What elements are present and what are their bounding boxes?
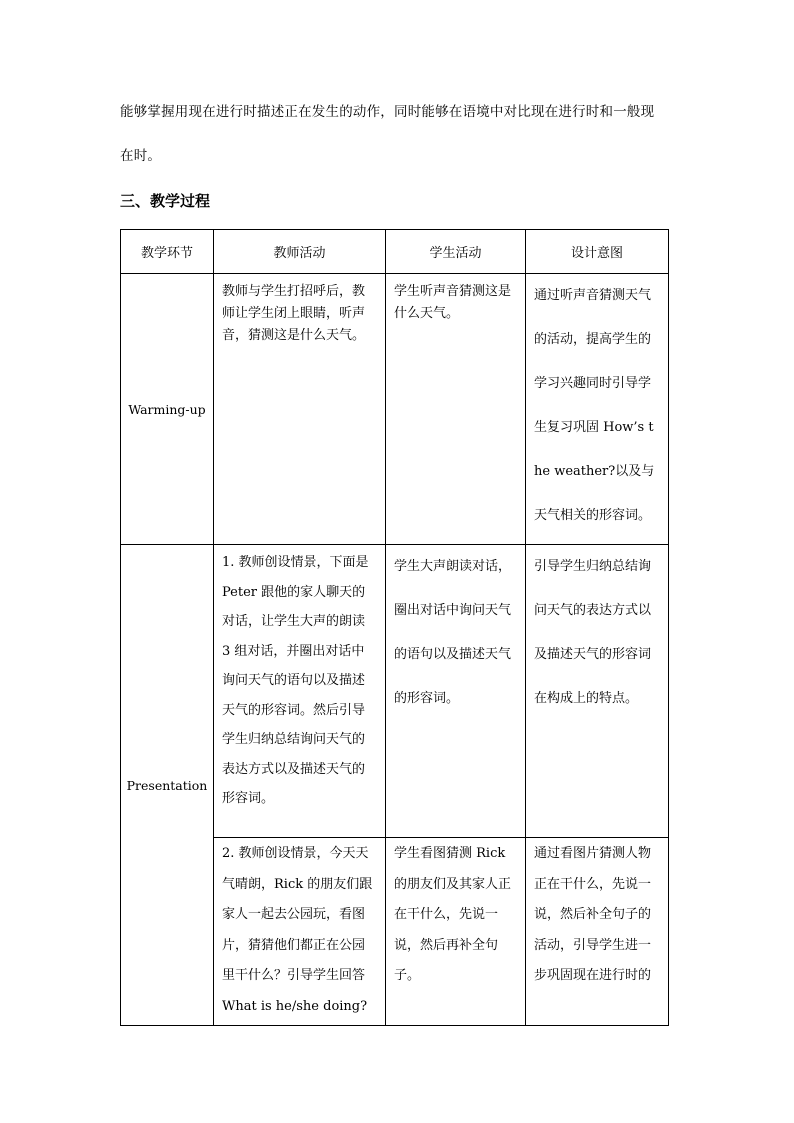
section-heading: 三、教学过程 [120, 192, 211, 210]
design-intent-cell: 通过看图片猜测人物正在干什么，先说一说，然后补全句子的活动，引导学生进一步巩固现在进行时的 [526, 838, 669, 1026]
intro-paragraph [120, 98, 680, 171]
table-header-row [121, 230, 669, 274]
table-row-warming-up [121, 274, 669, 545]
teacher-activity-cell: 2. 教师创设情景，今天天气晴朗，Rick 的朋友们跟家人一起去公园玩，看图片，猜猜他们都正在公园里干什么？引导学生回答 What is he/she doing? [214, 838, 386, 1026]
student-activity-cell: 学生大声朗读对话，圈出对话中询问天气的语句以及描述天气的形容词。 [386, 545, 526, 838]
header-design-intent: 设计意图 [526, 230, 669, 274]
header-student-activity: 学生活动 [386, 230, 526, 274]
intro-line-1: 能够掌握用现在进行时描述正在发生的动作，同时能够在语境中对比现在进行时和一般现 [120, 104, 655, 120]
student-activity-cell: 学生听声音猜测这是什么天气。 [386, 274, 526, 545]
intro-line-2: 在时。 [120, 148, 162, 164]
header-teacher-activity: 教师活动 [214, 230, 386, 274]
design-intent-cell: 通过听声音猜测天气的活动，提高学生的学习兴趣同时引导学生复习巩固 How’s the weather?以及与天气相关的形容词。 [526, 274, 669, 545]
stage-cell: Warming-up [121, 274, 214, 545]
stage-cell: Presentation [121, 545, 214, 1026]
student-activity-cell: 学生看图猜测 Rick 的朋友们及其家人正在干什么，先说一说，然后再补全句子。 [386, 838, 526, 1026]
table-row-presentation-1 [121, 545, 669, 838]
header-stage: 教学环节 [121, 230, 214, 274]
teacher-activity-cell: 1. 教师创设情景，下面是 Peter 跟他的家人聊天的对话，让学生大声的朗读 3 组对话，并圈出对话中询问天气的语句以及描述天气的形容词。然后引导学生归纳总结询问天气的表达方式以及描述天气的形容词。 [214, 545, 386, 838]
teacher-activity-cell: 教师与学生打招呼后，教师让学生闭上眼睛，听声音，猜测这是什么天气。 [214, 274, 386, 545]
design-intent-cell: 引导学生归纳总结询问天气的表达方式以及描述天气的形容词在构成上的特点。 [526, 545, 669, 838]
teaching-process-table [120, 229, 669, 1026]
